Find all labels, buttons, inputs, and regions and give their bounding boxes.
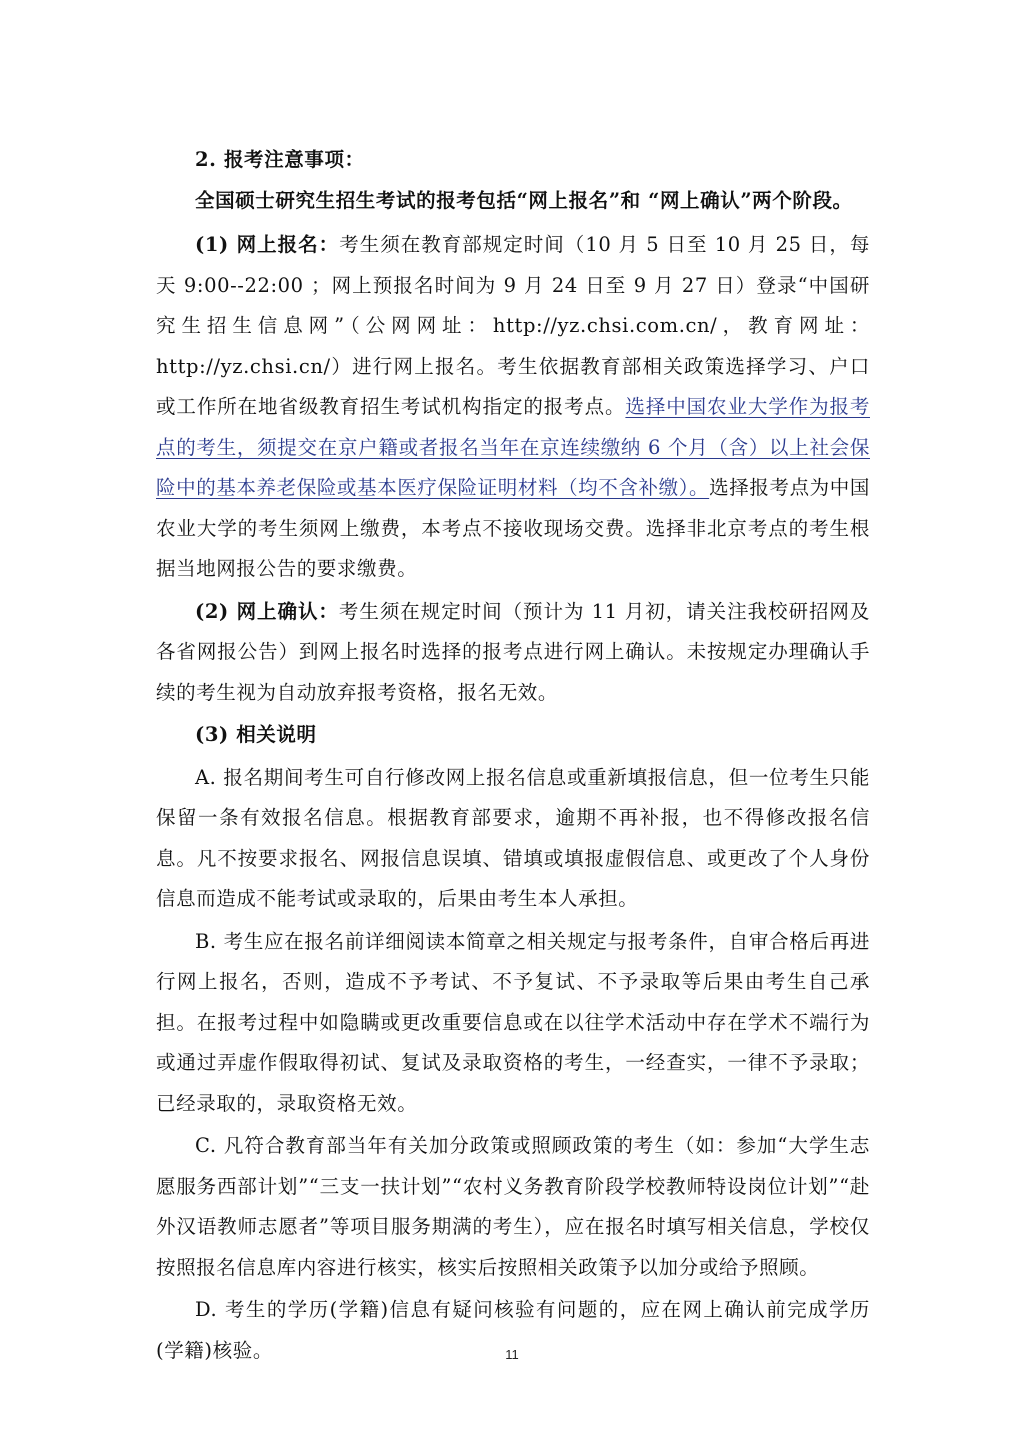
page-content bbox=[156, 140, 870, 1371]
online-confirmation-label: (2) 网上确认： bbox=[195, 599, 339, 623]
page-number: 11 bbox=[505, 1347, 519, 1362]
online-confirmation-text: 考生须在规定时间（预计为 11 月初，请关注我校研招网及各省网报公告）到网上报名时选择的报考点进行网上确认。未按规定办理确认手续的考生视为自动放弃报考资格，报名无效。 bbox=[156, 599, 870, 704]
online-confirmation-paragraph bbox=[156, 592, 870, 714]
online-registration-label: (1) 网上报名： bbox=[195, 233, 340, 256]
note-a: A. 报名期间考生可自行修改网上报名信息或重新填报信息，但一位考生只能保留一条有效报名信息。根据教育部要求，逾期不再补报，也不得修改报名信息。凡不按要求报名、网报信息误填、错填或填报虚假信息、或更改了个人身份信息而造成不能考试或录取的，后果由考生本人承担。 bbox=[156, 765, 870, 910]
section-heading: 2. 报考注意事项： bbox=[195, 148, 365, 171]
note-b: B. 考生应在报名前详细阅读本简章之相关规定与报考条件，自审合格后再进行网上报名，否则，造成不予考试、不予复试、不予录取等后果由考生自己承担。在报考过程中如隐瞒或更改重要信息或在以往学术活动中存在学术不端行为或通过弄虚作假取得初试、复试及录取资格的考生，一经查实，一律不予录取；已经录取的，录取资格无效。 bbox=[156, 929, 870, 1115]
note-d: D. 考生的学历(学籍)信息有疑问核验有问题的，应在网上确认前完成学历(学籍)核验。 bbox=[156, 1298, 870, 1362]
online-registration-text: 考生须在教育部规定时间（10 月 5 日至 10 月 25 日，每天 9:00--22:00 ；网上预报名时间为 9 月 24 日至 9 月 27 日）登录“中国研究生招生信息网”（公网网址：http://yz.chsi.com.cn/，教育网址：http://yz.chsi.cn/）进行网上报名。考生依据教育部相关政策选择学习、户口或工作所在地省级教育招生考试机构指定的报考点。 bbox=[156, 233, 870, 418]
notes-heading: (3) 相关说明 bbox=[195, 723, 317, 746]
summary-line: 全国硕士研究生招生考试的报考包括“网上报名”和 “网上确认”两个阶段。 bbox=[195, 188, 853, 212]
online-registration-underlined-requirement: 选择中国农业大学作为报考点的考生，须提交在京户籍或者报名当年在京连续缴纳 6 个月（含）以上社会保险中的基本养老保险或基本医疗保险证明材料（均不含补缴）。 bbox=[156, 395, 870, 499]
online-registration-payment-text: 选择报考点为中国农业大学的考生须网上缴费，本考点不接收现场交费。选择非北京考点的考生根据当地网报公告的要求缴费。 bbox=[156, 476, 870, 580]
note-c: C. 凡符合教育部当年有关加分政策或照顾政策的考生（如：参加“大学生志愿服务西部计划”“三支一扶计划”“农村义务教育阶段学校教师特设岗位计划”“赴外汉语教师志愿者”等项目服务期满的考生），应在报名时填写相关信息，学校仅按照报名信息库内容进行核实，核实后按照相关政策予以加分或给予照顾。 bbox=[156, 1134, 870, 1279]
online-registration-paragraph bbox=[156, 225, 870, 590]
